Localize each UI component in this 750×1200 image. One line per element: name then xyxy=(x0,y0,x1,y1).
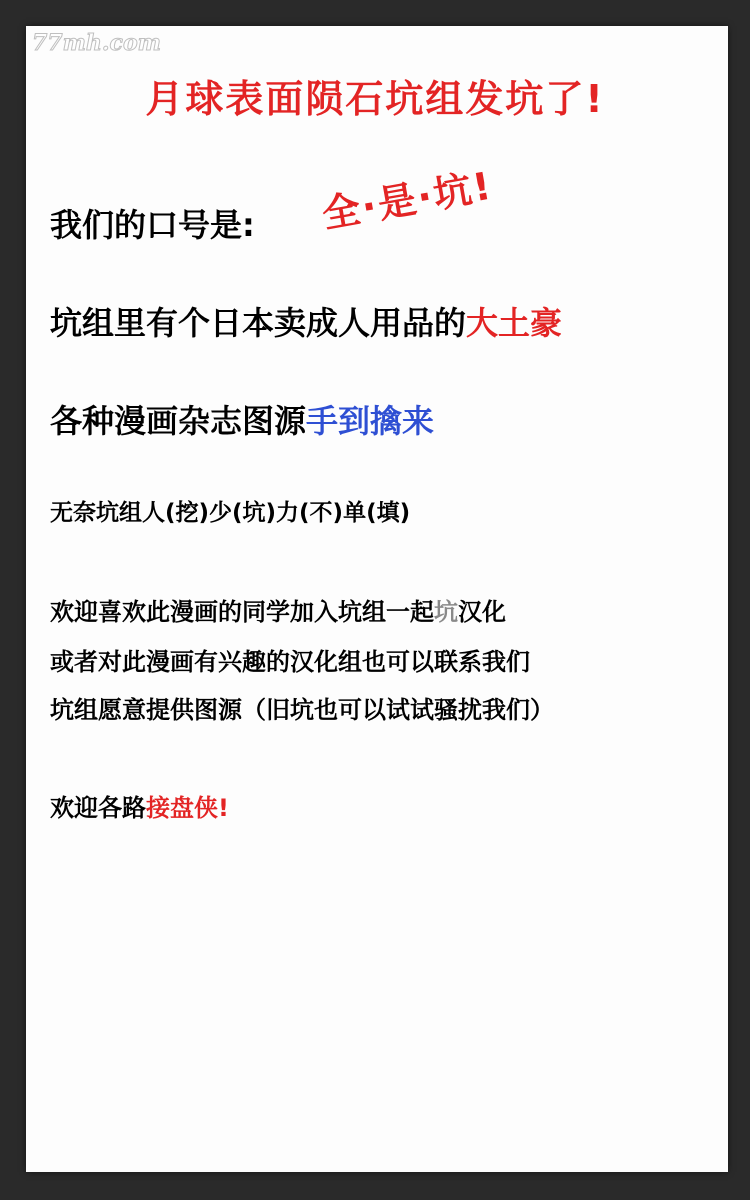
recruit-line-1-text: 欢迎喜欢此漫画的同学加入坑组一起 xyxy=(50,598,434,626)
slogan-value: 全·是·坑! xyxy=(318,163,497,237)
staff-shortage-line: 无奈坑组人(挖)少(坑)力(不)单(填) xyxy=(50,500,411,526)
recruit-line-1 xyxy=(50,592,506,627)
recruit-line-1-end: 汉化 xyxy=(458,598,506,626)
site-watermark: 77mh.com xyxy=(32,30,161,56)
closing-line xyxy=(50,788,229,823)
page-title: 月球表面陨石坑组发坑了! xyxy=(145,77,605,121)
sponsor-line xyxy=(50,298,562,344)
sponsor-highlight: 大土豪 xyxy=(466,304,563,342)
closing-text: 欢迎各路 xyxy=(50,794,146,822)
recruit-line-2: 或者对此漫画有兴趣的汉化组也可以联系我们 xyxy=(50,648,530,676)
recruit-line-1-grey: 坑 xyxy=(434,598,458,626)
closing-highlight: 接盘侠! xyxy=(146,794,229,822)
sponsor-text: 坑组里有个日本卖成人用品的 xyxy=(50,304,467,342)
source-line xyxy=(50,396,434,442)
slogan-label: 我们的口号是: xyxy=(50,206,255,244)
source-highlight: 手到擒来 xyxy=(306,402,435,440)
recruit-line-3: 坑组愿意提供图源（旧坑也可以试试骚扰我们） xyxy=(50,696,554,724)
source-text: 各种漫画杂志图源 xyxy=(50,402,307,440)
